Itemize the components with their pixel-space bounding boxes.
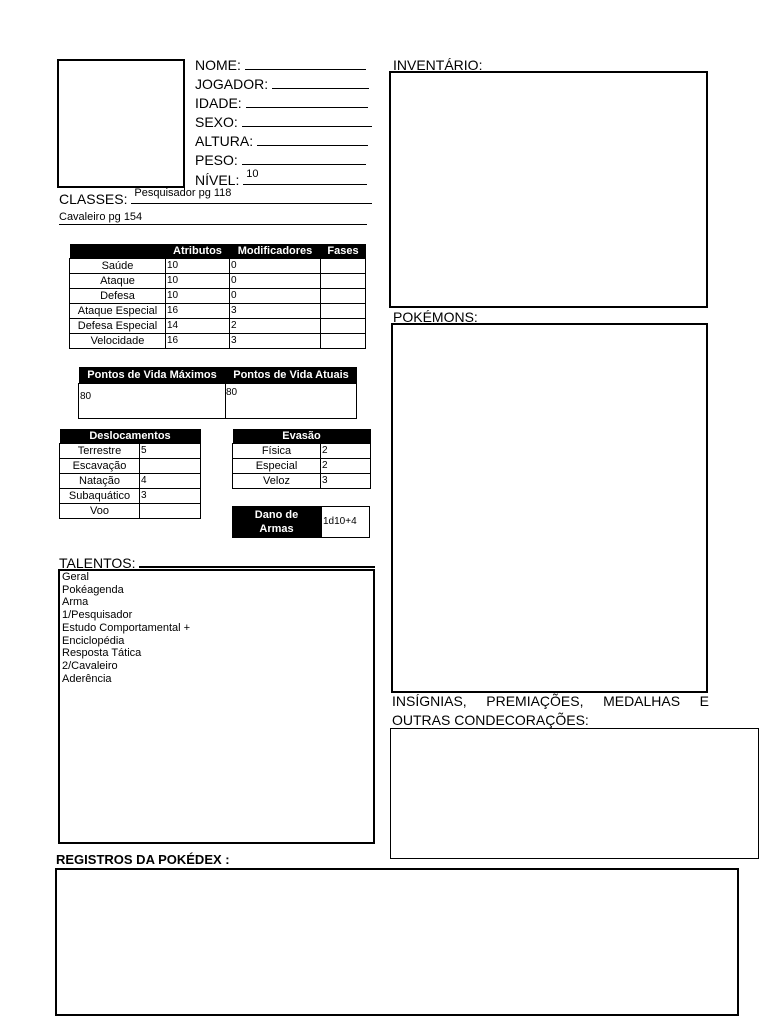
nivel-value: 10 bbox=[246, 168, 259, 180]
evasion-header: Evasão bbox=[233, 429, 371, 444]
attribute-mod[interactable]: 0 bbox=[230, 274, 321, 289]
field-jogador[interactable] bbox=[195, 75, 369, 94]
evasion-table bbox=[232, 429, 371, 489]
insignias-title bbox=[392, 692, 709, 730]
talents-box[interactable] bbox=[58, 569, 375, 844]
list-item: 2/Cavaleiro bbox=[62, 659, 118, 672]
attribute-phase[interactable] bbox=[321, 334, 366, 349]
table-row bbox=[233, 444, 371, 459]
inventory-box[interactable] bbox=[389, 71, 708, 308]
table-row bbox=[60, 474, 201, 489]
field-peso[interactable] bbox=[195, 151, 366, 170]
insignias-title-line2: OUTRAS CONDECORAÇÕES: bbox=[392, 712, 589, 728]
field-classes[interactable] bbox=[59, 187, 372, 209]
movement-value[interactable] bbox=[140, 459, 201, 474]
movement-value[interactable]: 5 bbox=[140, 444, 201, 459]
field-altura[interactable] bbox=[195, 132, 368, 151]
table-row bbox=[70, 259, 366, 274]
hp-max-header: Pontos de Vida Máximos bbox=[79, 367, 226, 384]
attribute-mod[interactable]: 3 bbox=[230, 334, 321, 349]
attribute-phase[interactable] bbox=[321, 274, 366, 289]
attribute-value[interactable]: 10 bbox=[166, 289, 230, 304]
movement-value[interactable]: 3 bbox=[140, 489, 201, 504]
field-sexo[interactable] bbox=[195, 113, 372, 132]
list-item: Aderência bbox=[62, 672, 112, 685]
attribute-value[interactable]: 10 bbox=[166, 259, 230, 274]
pokemons-box[interactable] bbox=[391, 323, 708, 693]
field-nome[interactable] bbox=[195, 56, 366, 75]
table-row bbox=[60, 504, 201, 519]
insignias-title-line1: INSÍGNIAS, PREMIAÇÕES, MEDALHAS E bbox=[392, 693, 709, 709]
field-class-2[interactable] bbox=[59, 211, 367, 225]
attribute-name: Defesa Especial bbox=[70, 319, 166, 334]
list-item: Resposta Tática bbox=[62, 647, 142, 660]
idade-label: IDADE: bbox=[195, 95, 242, 111]
list-item: 1/Pesquisador bbox=[62, 609, 133, 622]
table-row bbox=[70, 319, 366, 334]
attribute-value[interactable]: 16 bbox=[166, 334, 230, 349]
hp-current-value[interactable]: 80 bbox=[226, 384, 357, 419]
attribute-value[interactable]: 10 bbox=[166, 274, 230, 289]
table-row bbox=[233, 459, 371, 474]
inventory-title: INVENTÁRIO: bbox=[393, 57, 483, 73]
list-item: Geral bbox=[62, 571, 89, 583]
table-row bbox=[70, 274, 366, 289]
jogador-label: JOGADOR: bbox=[195, 76, 269, 92]
table-row bbox=[70, 304, 366, 319]
movement-name: Natação bbox=[60, 474, 140, 489]
attribute-phase[interactable] bbox=[321, 259, 366, 274]
nivel-label: NÍVEL: bbox=[195, 172, 240, 188]
attribute-phase[interactable] bbox=[321, 304, 366, 319]
movement-table bbox=[59, 429, 201, 519]
attribute-name: Ataque bbox=[70, 274, 166, 289]
attribute-name: Defesa bbox=[70, 289, 166, 304]
table-row bbox=[70, 289, 366, 304]
attribute-phase[interactable] bbox=[321, 289, 366, 304]
table-row bbox=[60, 459, 201, 474]
table-row bbox=[70, 334, 366, 349]
table-row bbox=[60, 489, 201, 504]
weapon-damage-label-line2: Armas bbox=[259, 523, 294, 535]
list-item: Enciclopédia bbox=[62, 634, 125, 647]
evasion-name: Especial bbox=[233, 459, 321, 474]
class-2-value: Cavaleiro pg 154 bbox=[59, 211, 143, 223]
movement-name: Terrestre bbox=[60, 444, 140, 459]
evasion-name: Veloz bbox=[233, 474, 321, 489]
hp-max-value[interactable]: 80 bbox=[79, 384, 226, 419]
class-1-value: Pesquisador pg 118 bbox=[134, 187, 232, 199]
altura-label: ALTURA: bbox=[195, 133, 254, 149]
hit-points-table bbox=[78, 367, 357, 419]
pokedex-box[interactable] bbox=[55, 868, 739, 1016]
attribute-name: Saúde bbox=[70, 259, 166, 274]
portrait-box bbox=[57, 59, 185, 188]
classes-label: CLASSES: bbox=[59, 191, 128, 207]
nome-label: NOME: bbox=[195, 57, 241, 73]
movement-header: Deslocamentos bbox=[60, 429, 201, 444]
attribute-phase[interactable] bbox=[321, 319, 366, 334]
weapon-damage-value: 1d10+4 bbox=[323, 516, 357, 527]
field-idade[interactable] bbox=[195, 94, 368, 113]
list-item: Arma bbox=[62, 596, 89, 609]
list-item: Pokéagenda bbox=[62, 583, 124, 596]
modifiers-header: Modificadores bbox=[230, 244, 321, 259]
evasion-value[interactable]: 3 bbox=[321, 474, 371, 489]
attribute-mod[interactable]: 2 bbox=[230, 319, 321, 334]
table-row bbox=[79, 384, 357, 419]
movement-value[interactable] bbox=[140, 504, 201, 519]
movement-name: Voo bbox=[60, 504, 140, 519]
table-row bbox=[60, 444, 201, 459]
attribute-mod[interactable]: 0 bbox=[230, 259, 321, 274]
attribute-value[interactable]: 16 bbox=[166, 304, 230, 319]
movement-name: Subaquático bbox=[60, 489, 140, 504]
movement-value[interactable]: 4 bbox=[140, 474, 201, 489]
peso-label: PESO: bbox=[195, 152, 238, 168]
pokedex-title: REGISTROS DA POKÉDEX : bbox=[56, 852, 230, 867]
attribute-name: Ataque Especial bbox=[70, 304, 166, 319]
evasion-value[interactable]: 2 bbox=[321, 459, 371, 474]
attribute-value[interactable]: 14 bbox=[166, 319, 230, 334]
attributes-header: Atributos bbox=[166, 244, 230, 259]
attribute-name: Velocidade bbox=[70, 334, 166, 349]
talents-title: TALENTOS: bbox=[59, 555, 136, 571]
table-row bbox=[233, 474, 371, 489]
weapon-damage-value-box[interactable] bbox=[321, 506, 370, 538]
attributes-table bbox=[69, 244, 366, 349]
attribute-mod[interactable]: 0 bbox=[230, 289, 321, 304]
sexo-label: SEXO: bbox=[195, 114, 238, 130]
evasion-value[interactable]: 2 bbox=[321, 444, 371, 459]
attribute-mod[interactable]: 3 bbox=[230, 304, 321, 319]
weapon-damage-label bbox=[232, 506, 321, 538]
weapon-damage-label-line1: Dano de bbox=[254, 509, 299, 521]
phases-header: Fases bbox=[321, 244, 366, 259]
hp-current-header: Pontos de Vida Atuais bbox=[226, 367, 357, 384]
pokemons-title: POKÉMONS: bbox=[393, 309, 478, 325]
insignias-box[interactable] bbox=[390, 728, 759, 859]
list-item: Estudo Comportamental + bbox=[62, 621, 191, 634]
evasion-name: Física bbox=[233, 444, 321, 459]
movement-name: Escavação bbox=[60, 459, 140, 474]
